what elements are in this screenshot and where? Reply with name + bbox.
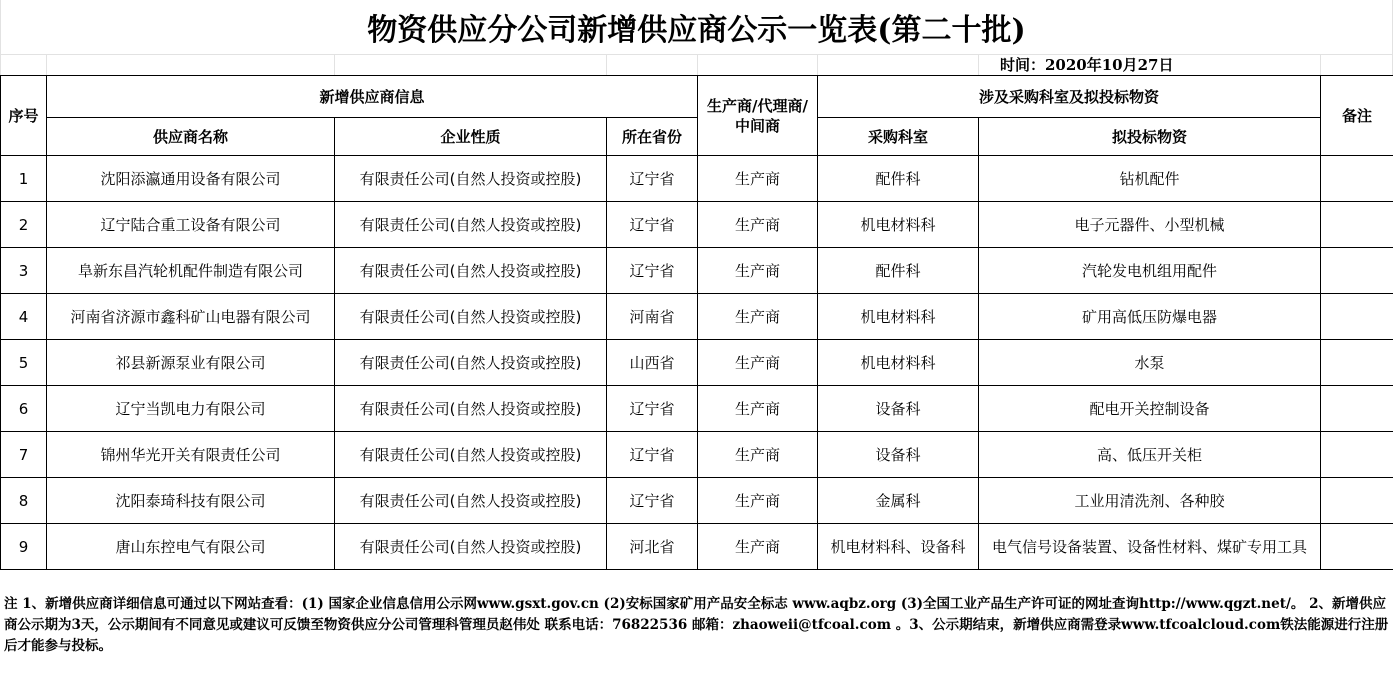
row-supplier-name: 锦州华光开关有限责任公司 — [47, 432, 335, 478]
row-department: 设备科 — [818, 386, 979, 432]
table-row — [1, 248, 1393, 294]
header-producer-type: 生产商/代理商/中间商 — [698, 76, 818, 156]
row-materials: 电子元器件、小型机械 — [979, 202, 1321, 248]
row-materials: 工业用清洗剂、各种胶 — [979, 478, 1321, 524]
row-supplier-name: 唐山东控电气有限公司 — [47, 524, 335, 570]
header-remark: 备注 — [1321, 76, 1393, 156]
row-enterprise-type: 有限责任公司(自然人投资或控股) — [335, 386, 607, 432]
row-seq: 7 — [1, 432, 47, 478]
row-materials: 电气信号设备装置、设备性材料、煤矿专用工具 — [979, 524, 1321, 570]
row-remark — [1321, 340, 1393, 386]
row-producer-type: 生产商 — [698, 294, 818, 340]
row-materials: 高、低压开关柜 — [979, 432, 1321, 478]
row-materials: 配电开关控制设备 — [979, 386, 1321, 432]
row-enterprise-type: 有限责任公司(自然人投资或控股) — [335, 202, 607, 248]
page-title: 物资供应分公司新增供应商公示一览表(第二十批) — [367, 13, 1026, 48]
supplier-table — [0, 75, 1393, 570]
header-purchase-group: 涉及采购科室及拟投标物资 — [818, 76, 1321, 118]
row-province: 河南省 — [607, 294, 698, 340]
row-producer-type: 生产商 — [698, 524, 818, 570]
row-producer-type: 生产商 — [698, 478, 818, 524]
row-seq: 2 — [1, 202, 47, 248]
gridline — [978, 54, 979, 75]
table-row — [1, 202, 1393, 248]
row-department: 机电材料科 — [818, 340, 979, 386]
row-province: 辽宁省 — [607, 432, 698, 478]
row-enterprise-type: 有限责任公司(自然人投资或控股) — [335, 340, 607, 386]
row-remark — [1321, 478, 1393, 524]
row-materials: 水泵 — [979, 340, 1321, 386]
row-materials: 矿用高低压防爆电器 — [979, 294, 1321, 340]
gridline — [606, 54, 607, 75]
row-producer-type: 生产商 — [698, 156, 818, 202]
row-seq: 4 — [1, 294, 47, 340]
row-department: 设备科 — [818, 432, 979, 478]
row-remark — [1321, 294, 1393, 340]
header-supplier-name: 供应商名称 — [47, 118, 335, 156]
gridline — [1320, 54, 1321, 75]
row-department: 机电材料科、设备科 — [818, 524, 979, 570]
header-seq: 序号 — [1, 76, 47, 156]
header-department: 采购科室 — [818, 118, 979, 156]
row-seq: 5 — [1, 340, 47, 386]
row-enterprise-type: 有限责任公司(自然人投资或控股) — [335, 248, 607, 294]
table-row — [1, 524, 1393, 570]
row-supplier-name: 沈阳泰琦科技有限公司 — [47, 478, 335, 524]
table-row — [1, 340, 1393, 386]
header-new-supplier-info: 新增供应商信息 — [47, 76, 698, 118]
row-province: 辽宁省 — [607, 156, 698, 202]
table-row — [1, 478, 1393, 524]
row-remark — [1321, 432, 1393, 478]
row-enterprise-type: 有限责任公司(自然人投资或控股) — [335, 432, 607, 478]
row-province: 辽宁省 — [607, 478, 698, 524]
footnote: 注 1、新增供应商详细信息可通过以下网站查看：(1) 国家企业信息信用公示网www.gsxt.gov.cn (2)安标国家矿用产品安全标志 www.aqbz.org (3)全国工业产品生产许可证的网址查询http://www.qgzt.net/。 2、新增供应商公示期为3天，公示期间有不同意见或建议可反馈至物资供应分公司管理科管理员赵伟处 联系电话：76822536 邮箱：zhaoweii@tfcoal.com 。3、公示期结束，新增供应商需登录www.tfcoalcloud.com铁法能源进行注册后才能参与投标。 — [4, 596, 1389, 654]
row-producer-type: 生产商 — [698, 248, 818, 294]
gridline — [334, 54, 335, 75]
row-producer-type: 生产商 — [698, 386, 818, 432]
row-producer-type: 生产商 — [698, 432, 818, 478]
row-enterprise-type: 有限责任公司(自然人投资或控股) — [335, 156, 607, 202]
row-supplier-name: 辽宁当凯电力有限公司 — [47, 386, 335, 432]
row-department: 金属科 — [818, 478, 979, 524]
row-seq: 9 — [1, 524, 47, 570]
row-department: 配件科 — [818, 248, 979, 294]
row-seq: 3 — [1, 248, 47, 294]
table-row — [1, 156, 1393, 202]
row-supplier-name: 祁县新源泵业有限公司 — [47, 340, 335, 386]
header-materials: 拟投标物资 — [979, 118, 1321, 156]
row-seq: 1 — [1, 156, 47, 202]
row-supplier-name: 辽宁陆合重工设备有限公司 — [47, 202, 335, 248]
row-remark — [1321, 524, 1393, 570]
row-seq: 8 — [1, 478, 47, 524]
row-remark — [1321, 156, 1393, 202]
row-remark — [1321, 248, 1393, 294]
row-remark — [1321, 386, 1393, 432]
row-enterprise-type: 有限责任公司(自然人投资或控股) — [335, 478, 607, 524]
table-row — [1, 432, 1393, 478]
row-province: 辽宁省 — [607, 248, 698, 294]
row-producer-type: 生产商 — [698, 202, 818, 248]
row-producer-type: 生产商 — [698, 340, 818, 386]
header-province: 所在省份 — [607, 118, 698, 156]
row-materials: 钻机配件 — [979, 156, 1321, 202]
publish-date: 时间：2020年10月27日 — [1000, 56, 1174, 74]
row-enterprise-type: 有限责任公司(自然人投资或控股) — [335, 294, 607, 340]
table-row — [1, 386, 1393, 432]
row-province: 辽宁省 — [607, 202, 698, 248]
gridline — [46, 54, 47, 75]
header-enterprise-type: 企业性质 — [335, 118, 607, 156]
row-department: 配件科 — [818, 156, 979, 202]
table-row — [1, 294, 1393, 340]
gridline — [817, 54, 818, 75]
row-remark — [1321, 202, 1393, 248]
row-seq: 6 — [1, 386, 47, 432]
row-enterprise-type: 有限责任公司(自然人投资或控股) — [335, 524, 607, 570]
row-province: 山西省 — [607, 340, 698, 386]
row-department: 机电材料科 — [818, 294, 979, 340]
gridline — [697, 54, 698, 75]
row-materials: 汽轮发电机组用配件 — [979, 248, 1321, 294]
row-department: 机电材料科 — [818, 202, 979, 248]
row-supplier-name: 沈阳添瀛通用设备有限公司 — [47, 156, 335, 202]
row-supplier-name: 阜新东昌汽轮机配件制造有限公司 — [47, 248, 335, 294]
row-supplier-name: 河南省济源市鑫科矿山电器有限公司 — [47, 294, 335, 340]
row-province: 辽宁省 — [607, 386, 698, 432]
row-province: 河北省 — [607, 524, 698, 570]
